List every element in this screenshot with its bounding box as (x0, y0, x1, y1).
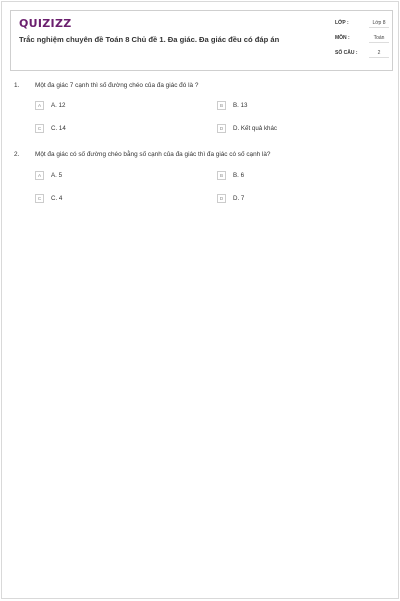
page-title: Trắc nghiệm chuyên đề Toán 8 Chủ đề 1. Đa giác. Đa giác đều có đáp án (19, 35, 280, 44)
option-letter-box: C (35, 194, 44, 203)
meta-value-subject: Toán (369, 35, 389, 43)
question-2 (14, 151, 384, 211)
meta-value-question-count: 2 (369, 50, 389, 58)
option-text: D. Kết quả khác (233, 125, 278, 132)
meta-value-grade: Lớp 8 (369, 20, 389, 28)
meta-row-question-count (335, 48, 389, 63)
option-text: D. 7 (233, 195, 245, 202)
option-letter-box: D (217, 124, 226, 133)
meta-label-subject: MÔN : (335, 35, 350, 41)
quizizz-logo: QUIZIZZ (19, 17, 72, 30)
question-1 (14, 82, 384, 142)
option-text: B. 6 (233, 172, 245, 179)
worksheet-meta (335, 18, 389, 63)
option-text: B. 13 (233, 102, 248, 109)
question-text: Một đa giác có số đường chéo bằng số cạnh của đa giác thì đa giác có số cạnh là? (35, 151, 271, 158)
question-text: Một đa giác 7 cạnh thì số đường chéo của đa giác đó là ? (35, 82, 199, 89)
worksheet-header (10, 10, 393, 71)
option-text: C. 14 (51, 125, 66, 132)
option-letter-box: B (217, 101, 226, 110)
option-letter-box: A (35, 171, 44, 180)
meta-label-question-count: SỐ CÂU : (335, 50, 358, 56)
option-letter-box: B (217, 171, 226, 180)
question-number: 1. (14, 82, 20, 89)
option-letter-box: C (35, 124, 44, 133)
option-text: A. 12 (51, 102, 66, 109)
meta-label-grade: LỚP : (335, 20, 349, 26)
meta-row-subject (335, 33, 389, 48)
option-letter-box: D (217, 194, 226, 203)
option-text: C. 4 (51, 195, 63, 202)
option-letter-box: A (35, 101, 44, 110)
meta-row-grade (335, 18, 389, 33)
option-text: A. 5 (51, 172, 63, 179)
question-number: 2. (14, 151, 20, 158)
worksheet-page (1, 1, 399, 599)
